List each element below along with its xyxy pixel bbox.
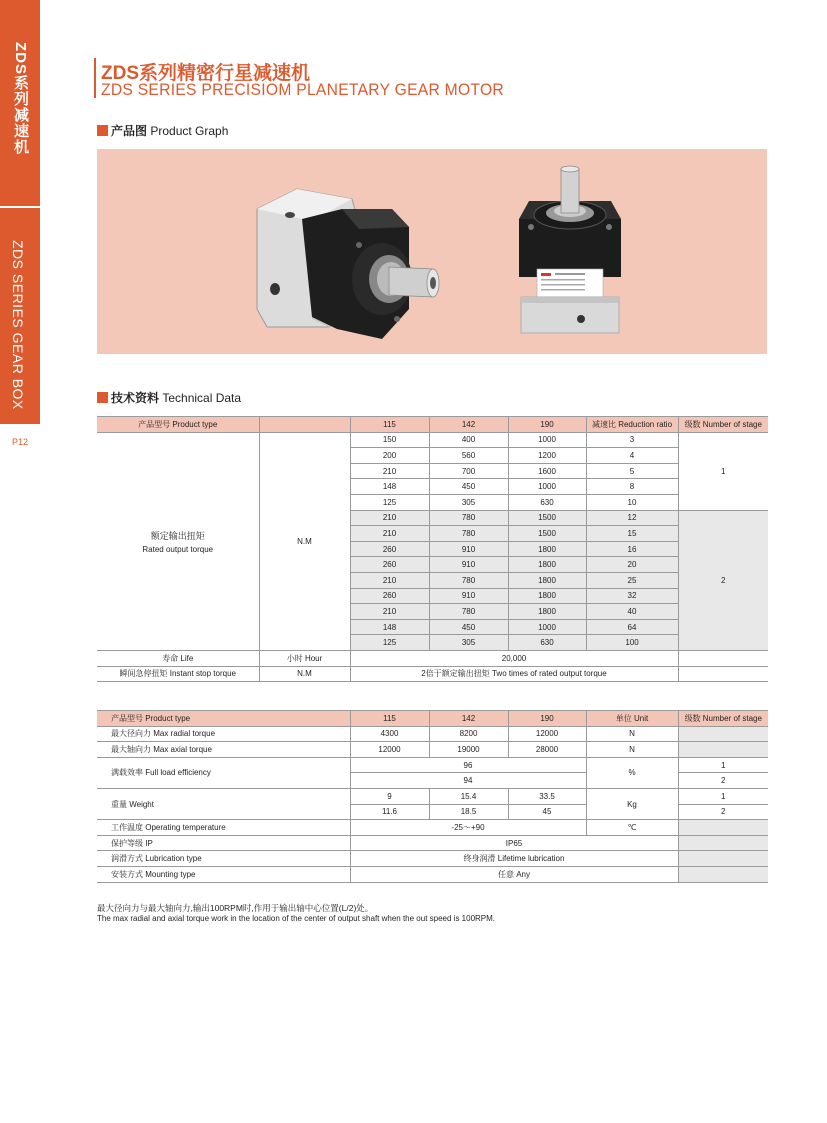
lubrication-row: [97, 851, 768, 867]
axial-force-row: [97, 742, 768, 758]
cell-142: 780: [429, 604, 508, 620]
cell-ratio: 25: [586, 572, 678, 588]
life-unit: 小时 Hour: [259, 650, 350, 666]
cell-190: 28000: [508, 742, 586, 758]
cell-115: 11.6: [350, 804, 429, 820]
cell-unit: N: [586, 742, 678, 758]
table-header-row: [97, 417, 768, 433]
weight-stage2-num: 2: [678, 804, 768, 820]
cell-142: 780: [429, 510, 508, 526]
stop-torque-unit: N.M: [259, 666, 350, 682]
ip-value: IP65: [350, 835, 678, 851]
cell-115: 210: [350, 604, 429, 620]
cell-stage-empty: [678, 851, 768, 867]
cell-190: 1500: [508, 510, 586, 526]
cell-190: 45: [508, 804, 586, 820]
life-row: [97, 650, 768, 666]
cell-190: 1600: [508, 463, 586, 479]
efficiency-row: [97, 757, 768, 773]
life-label: 寿命 Life: [97, 650, 259, 666]
radial-force-row: [97, 726, 768, 742]
cell-ratio: 10: [586, 494, 678, 510]
cell-142: 700: [429, 463, 508, 479]
efficiency-label: 满载效率 Full load efficiency: [97, 757, 350, 788]
cell-115: 150: [350, 432, 429, 448]
stage-two-value: 2: [678, 510, 768, 650]
cell-115: 260: [350, 541, 429, 557]
cell-190: 1500: [508, 526, 586, 542]
side-series-label: ZDS系列减速机: [12, 42, 29, 155]
weight-stage1-num: 1: [678, 788, 768, 804]
cell-ratio: 100: [586, 635, 678, 651]
mount-label: 安装方式 Mounting type: [97, 866, 350, 882]
section-product-graph: [97, 122, 228, 139]
cell-142: 910: [429, 588, 508, 604]
lube-value: 终身润滑 Lifetime lubrication: [350, 851, 678, 867]
header-142: 142: [429, 417, 508, 433]
temp-value: -25～+90: [350, 820, 586, 836]
lube-label: 润滑方式 Lubrication type: [97, 851, 350, 867]
cell-stage-empty: [678, 835, 768, 851]
header-product-type: 产品型号 Product type: [97, 417, 259, 433]
stop-torque-value: 2倍于额定输出扭矩 Two times of rated output torque: [350, 666, 678, 682]
cell-ratio: 15: [586, 526, 678, 542]
rated-torque-cn: 额定输出扭矩: [150, 530, 205, 541]
cell-190: 1200: [508, 448, 586, 464]
cell-142: 400: [429, 432, 508, 448]
efficiency-unit: %: [586, 757, 678, 788]
square-bullet-icon: [97, 392, 108, 403]
stage-one-value: 1: [678, 432, 768, 510]
cell-142: 305: [429, 494, 508, 510]
footnote-en: The max radial and axial torque work in the location of the center of output shaft when the out speed is 100RPM.: [97, 914, 496, 923]
cell-stage-empty: [678, 820, 768, 836]
temp-label: 工作温度 Operating temperature: [97, 820, 350, 836]
header-190: 190: [508, 417, 586, 433]
ip-row: [97, 835, 768, 851]
cell-115: 260: [350, 588, 429, 604]
cell-115: 148: [350, 619, 429, 635]
stop-torque-label: 瞬间急停扭矩 Instant stop torque: [97, 666, 259, 682]
cell-stage-empty: [678, 726, 768, 742]
header-reduction-ratio: 减速比 Reduction ratio: [586, 417, 678, 433]
cell-142: 19000: [429, 742, 508, 758]
stop-stage-empty: [678, 666, 768, 682]
table-header-row: [97, 711, 768, 727]
cell-190: 630: [508, 494, 586, 510]
cell-115: 125: [350, 635, 429, 651]
cell-ratio: 12: [586, 510, 678, 526]
cell-190: 1800: [508, 604, 586, 620]
cell-142: 910: [429, 557, 508, 573]
title-accent-bar: [94, 58, 96, 98]
cell-115: 210: [350, 526, 429, 542]
efficiency-stage2: 94: [350, 773, 586, 789]
radial-label: 最大径向力 Max radial torque: [97, 726, 350, 742]
cell-142: 450: [429, 619, 508, 635]
square-bullet-icon: [97, 125, 108, 136]
cell-142: 450: [429, 479, 508, 495]
header-190: 190: [508, 711, 586, 727]
cell-115: 125: [350, 494, 429, 510]
efficiency-stage1-num: 1: [678, 757, 768, 773]
cell-190: 1800: [508, 557, 586, 573]
technical-data-cn: 技术资料: [111, 391, 160, 405]
header-number-of-stage: 级数 Number of stage: [678, 417, 768, 433]
cell-ratio: 20: [586, 557, 678, 573]
rated-torque-unit: N.M: [259, 432, 350, 650]
product-graph-en: Product Graph: [150, 124, 229, 138]
mounting-row: [97, 866, 768, 882]
page-title-cn: ZDS系列精密行星减速机: [101, 63, 311, 84]
axial-label: 最大轴向力 Max axial torque: [97, 742, 350, 758]
cell-190: 33.5: [508, 788, 586, 804]
header-product-type: 产品型号 Product type: [97, 711, 350, 727]
rated-output-torque-label: [97, 432, 259, 650]
weight-unit: Kg: [586, 788, 678, 819]
cell-190: 630: [508, 635, 586, 651]
cell-115: 148: [350, 479, 429, 495]
table-row: [97, 432, 768, 448]
cell-115: 210: [350, 572, 429, 588]
life-value: 20,000: [350, 650, 678, 666]
section-technical-data: [97, 389, 241, 406]
header-115: 115: [350, 711, 429, 727]
mount-value: 任意 Any: [350, 866, 678, 882]
rated-torque-en: Rated output torque: [142, 544, 214, 554]
cell-ratio: 64: [586, 619, 678, 635]
weight-label: 重量 Weight: [97, 788, 350, 819]
cell-ratio: 8: [586, 479, 678, 495]
cell-stage-empty: [678, 742, 768, 758]
temperature-row: [97, 820, 768, 836]
cell-190: 1000: [508, 479, 586, 495]
cell-142: 18.5: [429, 804, 508, 820]
cell-ratio: 5: [586, 463, 678, 479]
side-gearbox-label: ZDS SERIES GEAR BOX: [10, 240, 26, 410]
side-tab-series: [0, 0, 40, 206]
cell-115: 260: [350, 557, 429, 573]
cell-142: 8200: [429, 726, 508, 742]
cell-142: 780: [429, 572, 508, 588]
page-number: P12: [12, 437, 29, 447]
stop-torque-row: [97, 666, 768, 682]
header-number-of-stage: 级数 Number of stage: [678, 711, 768, 727]
cell-190: 1000: [508, 619, 586, 635]
cell-142: 910: [429, 541, 508, 557]
ip-label: 保护等级 IP: [97, 835, 350, 851]
header-blank: [259, 417, 350, 433]
cell-190: 1800: [508, 541, 586, 557]
cell-ratio: 40: [586, 604, 678, 620]
gearbox-side-view-icon: [257, 189, 439, 339]
life-stage-empty: [678, 650, 768, 666]
product-photo-panel: [97, 149, 767, 354]
footnote-cn: 最大径向力与最大轴向力,输出100RPM时,作用于输出轴中心位置(L/2)处。: [97, 903, 374, 913]
cell-ratio: 4: [586, 448, 678, 464]
cell-190: 1800: [508, 588, 586, 604]
header-unit: 单位 Unit: [586, 711, 678, 727]
cell-115: 12000: [350, 742, 429, 758]
efficiency-stage2-num: 2: [678, 773, 768, 789]
cell-115: 200: [350, 448, 429, 464]
header-115: 115: [350, 417, 429, 433]
weight-row: [97, 788, 768, 804]
cell-ratio: 3: [586, 432, 678, 448]
gearbox-front-view-icon: [519, 166, 621, 333]
cell-142: 305: [429, 635, 508, 651]
cell-ratio: 32: [586, 588, 678, 604]
cell-115: 210: [350, 510, 429, 526]
side-tab-gearbox: [0, 208, 40, 424]
header-142: 142: [429, 711, 508, 727]
cell-stage-empty: [678, 866, 768, 882]
cell-115: 9: [350, 788, 429, 804]
product-images: [97, 149, 767, 354]
cell-142: 560: [429, 448, 508, 464]
cell-ratio: 16: [586, 541, 678, 557]
cell-142: 15.4: [429, 788, 508, 804]
product-graph-cn: 产品图: [111, 124, 148, 138]
cell-142: 780: [429, 526, 508, 542]
temp-unit: ℃: [586, 820, 678, 836]
cell-unit: N: [586, 726, 678, 742]
cell-190: 12000: [508, 726, 586, 742]
cell-190: 1800: [508, 572, 586, 588]
cell-115: 210: [350, 463, 429, 479]
page-title-en: ZDS SERIES PRECISIOM PLANETARY GEAR MOTOR: [101, 80, 504, 99]
technical-data-en: Technical Data: [162, 391, 242, 405]
cell-115: 4300: [350, 726, 429, 742]
general-spec-table: [97, 710, 768, 883]
rated-torque-table: [97, 416, 768, 682]
efficiency-stage1: 96: [350, 757, 586, 773]
cell-190: 1000: [508, 432, 586, 448]
